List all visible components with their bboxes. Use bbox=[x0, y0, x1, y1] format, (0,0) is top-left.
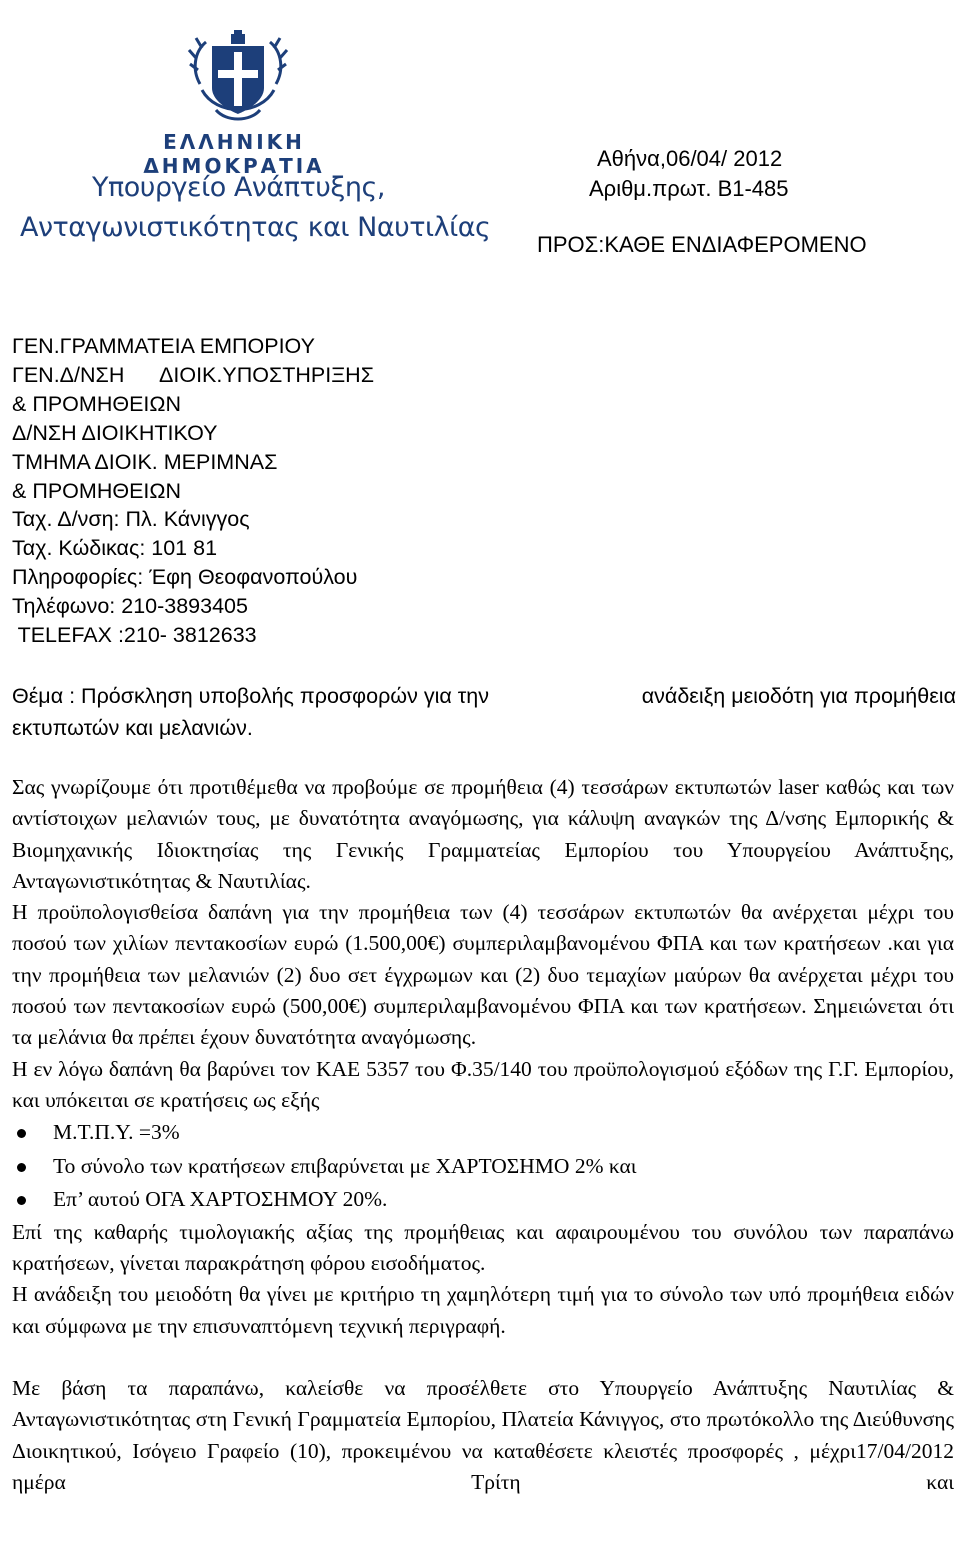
paragraph-tax: Επί της καθαρής τιμολογιακής αξίας της προμήθειας και αφαιρουμένου του συνόλου των παραπάνω κρατήσεων, γίνεται παρακράτηση φόρου εισοδήματος. bbox=[12, 1219, 954, 1276]
paragraph-invitation: Με βάση τα παραπάνω, καλείσθε να προσέλθετε στο Υπουργείο Ανάπτυξης Ναυτιλίας & Ανταγωνιστικότητας στη Γενική Γραμματεία Εμπορίου, Πλατεία Κάνιγγος, στο πρωτόκολλο της Διεύθυνσης Διοικητικού, Ισόγειο Γραφείο (10), προκειμένου να καταθέσετε κλειστές προσφορές , μέχρι17/04/2012 ημέρα Τρίτη και bbox=[12, 1375, 954, 1494]
greek-coat-of-arms-icon bbox=[186, 30, 290, 130]
sender-info bbox=[12, 332, 374, 650]
paragraph-criterion: Η ανάδειξη του μειοδότη θα γίνει με κριτήριο τη χαμηλότερη τιμή για το σύνολο των υπό προμήθεια ειδών και σύμφωνα με την επισυναπτόμενη τεχνική περιγραφή. bbox=[12, 1282, 954, 1338]
subject bbox=[12, 680, 956, 744]
sender-line: ΓΕΝ.Δ/ΝΣΗ ΔΙΟΙΚ.ΥΠΟΣΤΗΡΙΞΗΣ bbox=[12, 362, 375, 387]
paragraph-expense: Η εν λόγω δαπάνη θα βαρύνει τον ΚΑΕ 5357 του Φ.35/140 του προϋπολογισμού εξόδων της Γ.Γ. Εμπορίου, και υπόκειται σε κρατήσεις ως εξής bbox=[12, 1056, 954, 1112]
sender-line: ΓΕΝ.ΓΡΑΜΜΑΤΕΙΑ ΕΜΠΟΡΙΟΥ bbox=[12, 334, 315, 358]
subject-line1 bbox=[12, 680, 956, 712]
sender-line: ΤΜΗΜΑ ΔΙΟΙΚ. ΜΕΡΙΜΝΑΣ bbox=[12, 449, 278, 474]
ministry-name-line2: Ανταγωνιστικότητας και Ναυτιλίας bbox=[20, 212, 491, 243]
sender-line: Ταχ. Δ/νση: Πλ. Κάνιγγος bbox=[12, 507, 250, 532]
spacer bbox=[12, 1342, 954, 1373]
letter-body bbox=[12, 772, 954, 1498]
subject-left: Θέμα : Πρόσκληση υποβολής προσφορών για την bbox=[12, 684, 489, 708]
subject-right: ανάδειξη μειοδότη για προμήθεια bbox=[641, 684, 956, 708]
sender-line: Ταχ. Κώδικας: 101 81 bbox=[12, 536, 218, 561]
government-name: ΕΛΛΗΝΙΚΗ ΔΗΜΟΚΡΑΤΙΑ bbox=[143, 130, 325, 178]
protocol-number: Αριθμ.πρωτ. Β1-485 bbox=[589, 176, 789, 201]
list-item: Το σύνολο των κρατήσεων επιβαρύνεται με ΧΑΡΤΟΣΗΜΟ 2% και bbox=[12, 1150, 954, 1184]
list-item: Μ.Τ.Π.Υ. =3% bbox=[12, 1116, 954, 1150]
sender-line: & ΠΡΟΜΗΘΕΙΩΝ bbox=[12, 391, 181, 416]
sender-line: & ΠΡΟΜΗΘΕΙΩΝ bbox=[12, 478, 181, 503]
sender-line: TELEFAX :210- 3812633 bbox=[12, 623, 257, 648]
deductions-list bbox=[12, 1116, 954, 1217]
ministry-name-line1: Υπουργείο Ανάπτυξης, bbox=[92, 172, 385, 203]
subject-line2: εκτυπωτών και μελανιών. bbox=[12, 716, 253, 740]
paragraph-budget: Η προϋπολογισθείσα δαπάνη για την προμήθεια των (4) τεσσάρων εκτυπωτών θα ανέρχεται μέχρι του ποσού των χιλίων πεντακοσίων ευρώ (1.500,00€) συμπεριλαμβανομένου ΦΠΑ και των κρατήσεων .και για την προμήθεια των μελανιών (2) δυο σετ έγχρωμων και (2) δυο τεμαχίων μαύρων θα ανέρχεται μέχρι του ποσού των πεντακοσίων ευρώ (500,00€) συμπεριλαμβανομένου ΦΠΑ και των κρατήσεων. Σημειώνεται ότι τα μελάνια θα πρέπει έχουν δυνατότητα αναγόμωσης. bbox=[12, 900, 954, 1050]
sender-line: Τηλέφωνο: 210-3893405 bbox=[12, 594, 248, 619]
sender-line: Πληροφορίες: Έφη Θεοφανοπούλου bbox=[12, 565, 358, 590]
paragraph-intro: Σας γνωρίζουμε ότι προτιθέμεθα να προβούμε σε προμήθεια (4) τεσσάρων εκτυπωτών laser καθώς και των αντίστοιχων μελανιών τους, με δυνατότητα αναγόμωσης, για κάλυψη αναγκών της Δ/νσης Εμπορικής & Βιομηχανικής Ιδιοκτησίας της Γενικής Γραμματείας Εμπορίου του Υπουργείου Ανάπτυξης, Ανταγωνιστικότητας & Ναυτιλίας. bbox=[12, 775, 954, 893]
document-date: Αθήνα,06/04/ 2012 bbox=[597, 146, 783, 171]
list-item: Επ’ αυτού ΟΓΑ ΧΑΡΤΟΣΗΜΟΥ 20%. bbox=[12, 1183, 954, 1217]
recipient: ΠΡΟΣ:ΚΑΘΕ ΕΝΔΙΑΦΕΡΟΜΕΝΟ bbox=[537, 232, 867, 257]
sender-line: Δ/ΝΣΗ ΔΙΟΙΚΗΤΙΚΟΥ bbox=[12, 420, 218, 445]
